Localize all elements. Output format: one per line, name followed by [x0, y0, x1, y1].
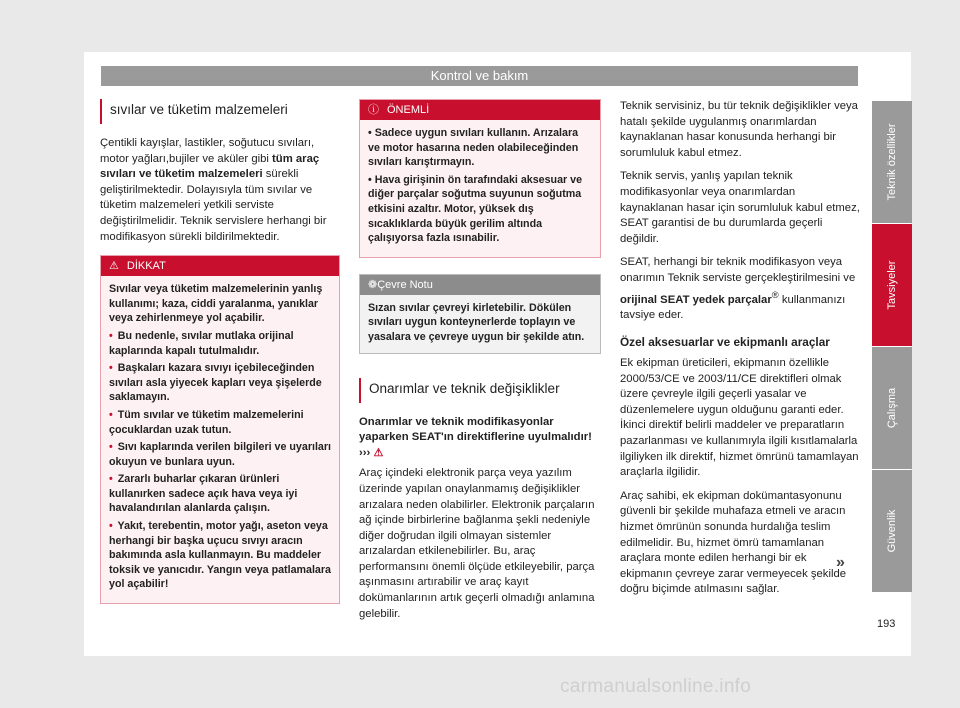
caution-item: • Zararlı buharlar çıkaran ürünleri kullanırken sadece açık hava veya iyi havalandırılan alanlarda çalışın.: [109, 473, 298, 515]
column-2: [359, 99, 601, 630]
chapter-header: Kontrol ve bakım: [101, 66, 858, 86]
paragraph: Teknik servis, yanlış yapılan teknik modifikasyonlar veya onarımlardan kaynaklanan hasar için sorumluluk kabul etmez, SEAT garantisi de bu durumlarda geçerli değildir.: [620, 170, 860, 245]
section-title-repairs: Onarımlar ve teknik değişiklikler: [359, 378, 601, 403]
repairs-body: Araç içindeki elektronik parça veya yazılım üzerinde yapılan onaylanmamış değişiklikler arızalara neden olabilirler. Elektronik parçaların ağ içinde birbirlerine bağlanma şekli nedeniyle diğer doğrudan ilgili olmayan sistemler arızalardan etkilenebilirler. Bu, araç performansını önemli ölçüde etkileyebilir, parça aşınmasını artırabilir ve araç kayıt dokümanlarının artık geçerli olmadığı anlamına gelebilir.: [359, 467, 595, 620]
info-circle-icon: ⓘ: [368, 104, 379, 116]
caution-body: [101, 276, 339, 603]
caution-item: • Tüm sıvılar ve tüketim malzemelerini çocuklardan uzak tutun.: [109, 408, 304, 436]
caution-lead: Sıvılar veya tüketim malzemelerinin yanlış kullanımı; kaza, ciddi yaralanma, yanıklar veya zehirlenmeye yol açabilir.: [109, 283, 323, 325]
environment-note-header: ❁Çevre Notu: [360, 275, 600, 295]
paragraph: Ek ekipman üreticileri, ekipmanın özellikle 2000/53/CE ve 2003/11/CE direktifleri olmak üzere çevreyle ilgili geçerli yasalar ve düzenlemelere uygun olduğunu garanti eder. İkinci direktif belirli maddeler ve preparatların pazarlanması ve kullanımıyla ilgili kısıtlamalarla ilgiliyken ilk direktif, hizmet ömrünü tamamlayan araçlarla ilgilidir.: [620, 357, 859, 479]
warning-triangle-icon: ⚠: [373, 446, 384, 459]
paragraph: Araç sahibi, ek ekipman dokümantasyonunu güvenli bir şekilde muhafaza etmeli ve aracın hizmet ömrünün sonunda hurdalığa teslim edilmelidir. Bu, hizmet ömrü tamamlanan araçlara monte edilen herhangi bir ek ekipmanın çevreye zarar vermeyecek şekilde doğru biçimde atılmasını sağlar.: [620, 489, 847, 596]
important-body: [360, 120, 600, 257]
caution-item: • Yakıt, terebentin, motor yağı, aseton veya herhangi bir başka uçucu sıvıyı aracın bakımında asla kullanmayın. Bu maddeler toksik ve yanıcıdır. Yangın veya patlamalara yol açabilir!: [109, 520, 331, 591]
caution-item: • Başkaları kazara sıvıyı içebileceğinden sıvıları asla yiyecek kapları veya şişelerde saklamayın.: [109, 362, 322, 404]
tab-advice[interactable]: Tavsiyeler: [872, 224, 912, 346]
column-1: [100, 99, 340, 604]
intro-paragraph: Çentikli kayışlar, lastikler, soğutucu sıvıları, motor yağları,bujiler ve aküler gibi tüm araç sıvıları ve tüketim malzemeleri sürekli geliştirilmektedir. Dolayısıyla tüm sıvılar ve tüketim malzemeleri yetkili serviste değiştirilmelidir. Teknik servislere herhangi bir modifikasyon sürekli bildirilmektedir.: [100, 137, 327, 243]
cross-reference-arrow[interactable]: ›››: [359, 446, 371, 459]
warning-triangle-icon: ⚠: [109, 260, 119, 273]
important-item: • Sadece uygun sıvıları kullanın. Arızalara ve motor hasarına neden olabileceğinden sıvıları karıştırmayın.: [368, 127, 579, 169]
page-number: 193: [877, 618, 896, 630]
caution-item: • Sıvı kaplarında verilen bilgileri ve uyarıları okuyun ve bunlara uyun.: [109, 441, 331, 468]
paragraph: Teknik servisiniz, bu tür teknik değişiklikler veya hatalı şekilde uygulanmış onarımlardan kaynaklanan hasar konusunda herhangi bir sorumluluk kabul etmez.: [620, 100, 858, 159]
watermark: carmanualsonline.info: [560, 676, 752, 697]
important-box: [359, 99, 601, 258]
continue-arrow-icon: »: [836, 554, 845, 571]
caution-box: [100, 255, 340, 604]
repairs-subhead: Onarımlar ve teknik modifikasyonlar yaparken SEAT'ın direktiflerine uyulmalıdır! ››› ⚠: [359, 415, 592, 459]
column-3: [620, 99, 860, 606]
flower-icon: ❁: [368, 278, 378, 291]
caution-header: ⚠ DİKKAT: [101, 256, 339, 276]
section-title-fluids: sıvılar ve tüketim malzemeleri: [100, 99, 340, 124]
tab-technical-specs[interactable]: Teknik özellikler: [872, 101, 912, 223]
tab-safety[interactable]: Güvenlik: [872, 470, 912, 592]
repairs-section: [359, 378, 601, 623]
environment-note-body: Sızan sıvılar çevreyi kirletebilir. Dökülen sıvıları uygun konteynerlerde toplayın ve yasalara ve çevreye uygun bir şekilde atın.: [368, 301, 585, 343]
caution-item: • Bu nedenle, sıvılar mutlaka orijinal kaplarında kapalı tutulmalıdır.: [109, 329, 294, 357]
important-header: ⓘ ÖNEMLİ: [360, 100, 600, 120]
paragraph: SEAT, herhangi bir teknik modifikasyon veya onarımın Teknik serviste gerçekleştirilmesini ve orijinal SEAT yedek parçalar® kullanmanızı tavsiye eder.: [620, 256, 856, 321]
environment-note-box: [359, 274, 601, 354]
tab-operation[interactable]: Çalışma: [872, 347, 912, 469]
important-item: • Hava girişinin ön tarafındaki aksesuar ve diğer parçalar soğutma suyunun soğutma etkisini azaltır. Motor, yüksek dış sıcaklıklarda büyük gerilim altında çalışıyorsa fazla ısınabilir.: [368, 173, 583, 245]
accessories-subhead: Özel aksesuarlar ve ekipmanlı araçlar: [620, 335, 830, 350]
